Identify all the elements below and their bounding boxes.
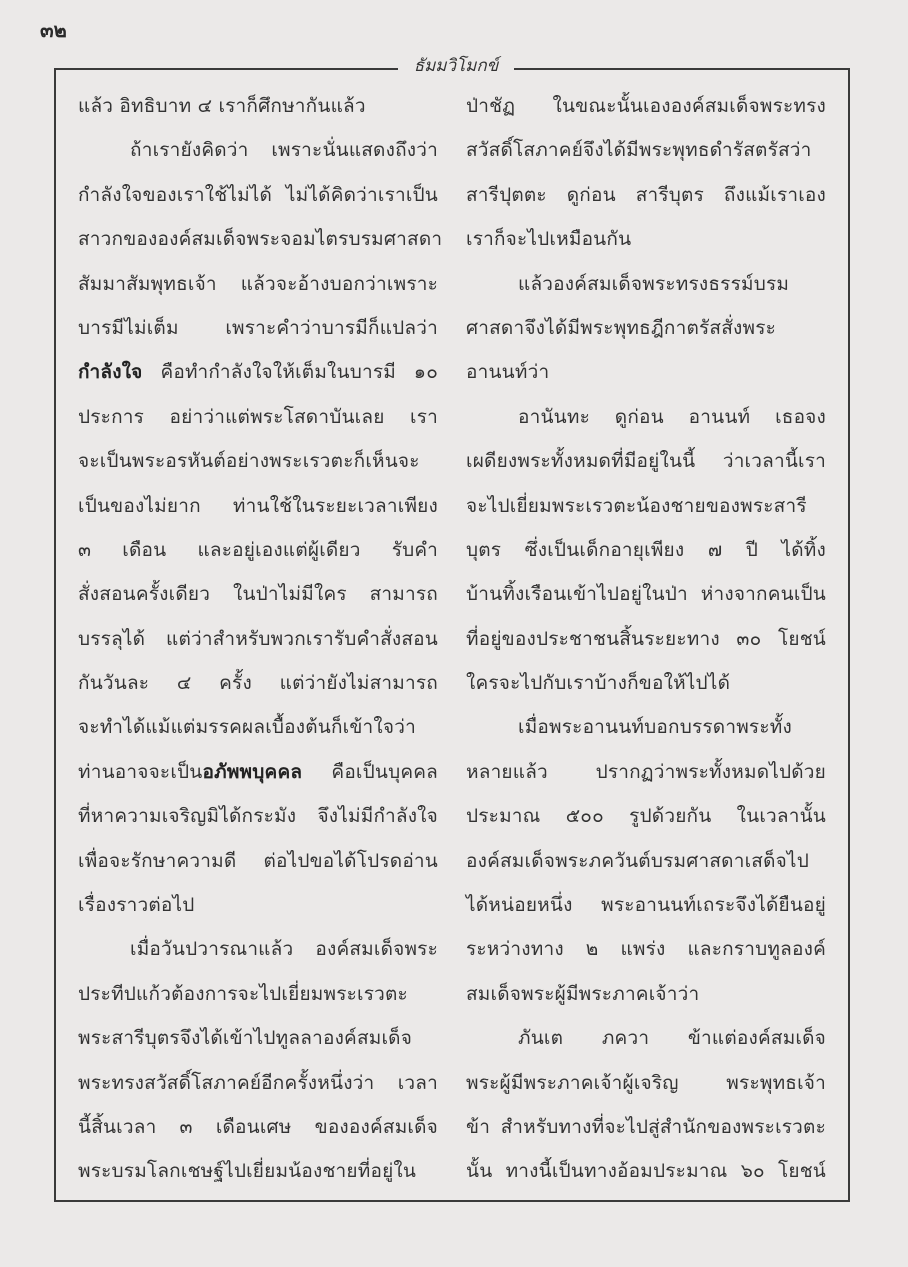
text-line <box>78 572 438 616</box>
text-segment: อานันทะ ดูก่อน อานนท์ เธอจง <box>518 405 826 428</box>
text-segment: พระทรงสวัสดิ์โสภาคย์อีกครั้งหนึ่งว่า เวลา <box>78 1071 438 1094</box>
text-segment: สั่งสอนครั้งเดียว ในป่าไม่มีใคร สามารถ <box>78 583 438 606</box>
text-segment: สารีปุตตะ ดูก่อน สารีบุตร ถึงแม้เราเอง <box>466 183 826 206</box>
text-segment: สาวกขององค์สมเด็จพระจอมไตรบรมศาสดา <box>78 228 443 251</box>
text-segment: นี้สิ้นเวลา ๓ เดือนเศษ ขององค์สมเด็จ <box>78 1115 438 1138</box>
text-segment: จะเป็นพระอรหันต์อย่างพระเรวตะก็เห็นจะ <box>78 450 420 473</box>
text-line <box>466 395 826 439</box>
text-segment: เมื่อพระอานนท์บอกบรรดาพระทั้ง <box>518 716 792 739</box>
text-segment: พระบรมโลกเชษฐ์ไปเยี่ยมน้องชายที่อยู่ใน <box>78 1160 417 1183</box>
text-line <box>78 439 438 483</box>
text-line <box>466 262 826 306</box>
text-line <box>466 1061 826 1105</box>
text-line <box>78 84 438 128</box>
text-line <box>466 217 826 261</box>
text-segment: อานนท์ว่า <box>466 361 550 384</box>
text-segment: สวัสดิ์โสภาคย์จึงได้มีพระพุทธดำรัสตรัสว่า <box>466 139 812 162</box>
text-line <box>78 927 438 971</box>
text-line <box>78 128 438 172</box>
text-segment: ภันเต ภควา ข้าแต่องค์สมเด็จ <box>518 1027 826 1050</box>
text-line <box>466 839 826 883</box>
text-line <box>466 972 826 1016</box>
text-segment: เป็นของไม่ยาก ท่านใช้ในระยะเวลาเพียง <box>78 494 438 517</box>
text-line <box>78 972 438 1016</box>
text-line <box>78 661 438 705</box>
text-segment: เพื่อจะรักษาความดี ต่อไปขอได้โปรดอ่าน <box>78 849 438 872</box>
text-segment: เราก็จะไปเหมือนกัน <box>466 228 632 251</box>
text-line <box>466 927 826 971</box>
text-segment: ประทีปแก้วต้องการจะไปเยี่ยมพระเรวตะ <box>78 982 408 1005</box>
text-line <box>78 528 438 572</box>
text-segment: ใครจะไปกับเราบ้างก็ขอให้ไปได้ <box>466 672 731 695</box>
text-line <box>78 617 438 661</box>
text-line <box>78 306 438 350</box>
text-line <box>466 84 826 128</box>
text-line <box>466 1149 826 1193</box>
text-segment: บุตร ซึ่งเป็นเด็กอายุเพียง ๗ ปี ได้ทิ้ง <box>466 538 826 561</box>
text-line <box>78 484 438 528</box>
text-line <box>466 173 826 217</box>
text-segment: ระหว่างทาง ๒ แพร่ง และกราบทูลองค์ <box>466 938 826 961</box>
text-segment: ๓ เดือน และอยู่เองแต่ผู้เดียว รับคำ <box>78 538 438 561</box>
text-segment: ถ้าเรายังคิดว่า เพราะนั่นแสดงถึงว่า <box>130 139 438 162</box>
text-line <box>466 794 826 838</box>
text-segment: สมเด็จพระผู้มีพระภาคเจ้าว่า <box>466 982 700 1005</box>
text-line <box>78 1016 438 1060</box>
left-column <box>78 84 443 1194</box>
text-segment: บารมีไม่เต็ม เพราะคำว่าบารมีก็แปลว่า <box>78 316 438 339</box>
text-segment: นั้น ทางนี้เป็นทางอ้อมประมาณ ๖๐ โยชน์ <box>466 1160 826 1183</box>
text-segment: แล้วองค์สมเด็จพระทรงธรรม์บรม <box>518 272 790 295</box>
running-title: ธัมมวิโมกข์ <box>413 56 499 76</box>
bold-term: กำลังใจ <box>78 361 143 384</box>
text-line <box>466 484 826 528</box>
text-line <box>466 528 826 572</box>
text-segment: จะทำได้แม้แต่มรรคผลเบื้องต้นก็เข้าใจว่า <box>78 716 416 739</box>
text-segment: คือทำกำลังใจให้เต็มในบารมี ๑๐ <box>142 361 438 384</box>
text-segment: กันวันละ ๔ ครั้ง แต่ว่ายังไม่สามารถ <box>78 672 438 695</box>
text-line <box>78 1105 438 1149</box>
text-segment: สัมมาสัมพุทธเจ้า แล้วจะอ้างบอกว่าเพราะ <box>78 272 438 295</box>
text-line <box>78 1061 438 1105</box>
text-line <box>78 883 438 927</box>
text-segment: ที่อยู่ของประชาชนสิ้นระยะทาง ๓๐ โยชน์ <box>466 627 826 650</box>
text-segment: เรื่องราวต่อไป <box>78 894 195 917</box>
text-segment: เผดียงพระทั้งหมดที่มีอยู่ในนี้ ว่าเวลานี้เรา <box>466 450 826 473</box>
text-segment: พระผู้มีพระภาคเจ้าผู้เจริญ พระพุทธเจ้า <box>466 1071 826 1094</box>
text-line <box>78 1149 438 1193</box>
text-line <box>78 262 438 306</box>
text-line <box>78 217 443 261</box>
text-line <box>78 705 438 749</box>
text-line <box>78 350 438 394</box>
text-line <box>78 794 438 838</box>
bold-term: อภัพพบุคคล <box>202 760 303 783</box>
text-segment: คือเป็นบุคคล <box>302 760 438 783</box>
text-segment: บ้านทิ้งเรือนเข้าไปอยู่ในป่า ห่างจากคนเป็น <box>466 583 826 606</box>
text-segment: บรรลุได้ แต่ว่าสำหรับพวกเรารับคำสั่งสอน <box>78 627 438 650</box>
text-segment: ศาสดาจึงได้มีพระพุทธฎีกาตรัสสั่งพระ <box>466 316 777 339</box>
text-line <box>78 173 438 217</box>
text-line <box>466 306 826 350</box>
page-number: ๓๒ <box>40 18 67 42</box>
text-line <box>466 128 826 172</box>
text-line <box>466 572 826 616</box>
text-segment: ประมาณ ๕๐๐ รูปด้วยกัน ในเวลานั้น <box>466 805 826 828</box>
text-segment: ป่าชัฏ ในขณะนั้นเององค์สมเด็จพระทรง <box>466 95 826 117</box>
text-segment: ได้หน่อยหนึ่ง พระอานนท์เถระจึงได้ยืนอยู่ <box>466 894 826 917</box>
text-segment: ข้า สำหรับทางที่จะไปสู่สำนักของพระเรวตะ <box>466 1115 826 1138</box>
text-line <box>78 839 438 883</box>
text-segment: กำลังใจของเราใช้ไม่ได้ ไม่ได้คิดว่าเราเป็น <box>78 183 438 206</box>
text-line <box>466 661 826 705</box>
text-segment: ที่หาความเจริญมิได้กระมัง จึงไม่มีกำลังใจ <box>78 805 438 828</box>
text-segment: องค์สมเด็จพระภควันต์บรมศาสดาเสด็จไป <box>466 849 809 872</box>
text-line <box>466 617 826 661</box>
text-segment: ท่านอาจจะเป็น <box>78 760 203 783</box>
text-segment: จะไปเยี่ยมพระเรวตะน้องชายของพระสารี <box>466 494 807 517</box>
text-segment: เมื่อวันปวารณาแล้ว องค์สมเด็จพระ <box>130 938 438 961</box>
text-line <box>466 350 826 394</box>
text-segment: หลายแล้ว ปรากฏว่าพระทั้งหมดไปด้วย <box>466 760 826 783</box>
text-line <box>466 883 826 927</box>
text-line <box>466 1016 826 1060</box>
text-line <box>466 439 826 483</box>
text-line <box>466 1105 826 1149</box>
text-segment: ประการ อย่าว่าแต่พระโสดาบันเลย เรา <box>78 405 438 428</box>
right-column <box>466 84 826 1194</box>
text-line <box>466 705 826 749</box>
text-segment: แล้ว อิทธิบาท ๔ เราก็ศึกษากันแล้ว <box>78 95 366 117</box>
text-line <box>78 750 438 794</box>
text-line <box>78 395 438 439</box>
text-segment: พระสารีบุตรจึงได้เข้าไปทูลลาองค์สมเด็จ <box>78 1027 413 1050</box>
text-line <box>466 750 826 794</box>
